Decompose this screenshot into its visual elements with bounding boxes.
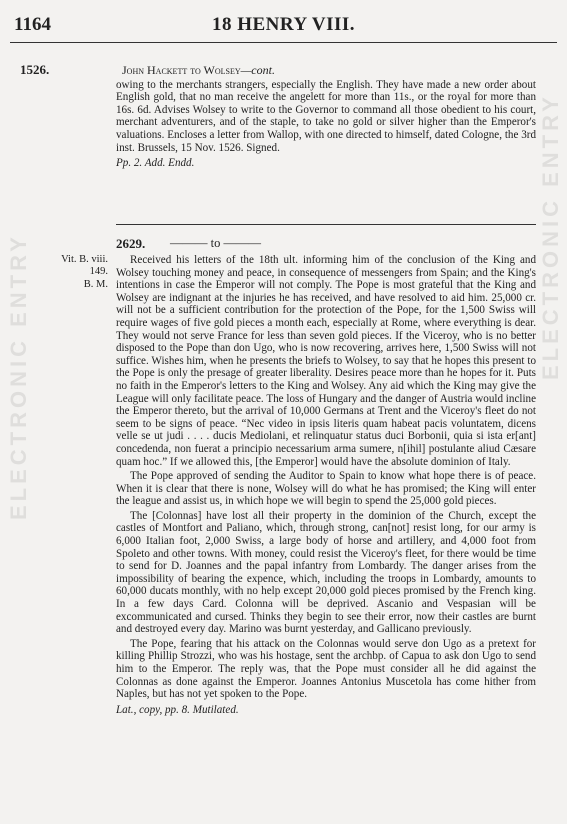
watermark: ELECTRONIC ENTRY bbox=[6, 233, 31, 520]
entry-hackett-body: owing to the merchants strangers, especially the English. They have made a new order about English gold, that no man receive the angelett for more than 11s., or the royal for more than 16s. 6d. Advises Wolsey to write to the Governor to command all those obedient to his court, merchant adventurers, and of the staple, to take no gold or silver higher than the Emperor's valuations. Encloses a letter from Wallop, with one directed to himself, dated Cologne, the 3rd inst. Brussels, 15 Nov. 1526. Signed. bbox=[116, 78, 536, 154]
paragraph: The Pope approved of sending the Auditor to Spain to know what hope there is of peace. When it is clear that there is none, Wolsey will do what he has promised; the King will enter the league and assist us, in which hope we will begin to spend the 25,000 gold pieces. bbox=[116, 470, 536, 508]
page-header bbox=[0, 14, 567, 38]
running-head: 18 HENRY VIII. bbox=[211, 14, 356, 35]
paragraph: The [Colonnas] have lost all their property in the dominion of the Church, except the castles of Montfort and Paliano, which, through strong, can[not] resist long, for our army is 6,000 Italian foot, 2,000 Swiss, a large body of horse and artillery, and 4,000 foot from Spoleto and other towns. With money, could resist the Viceroy's fleet, for there would be time to send for D. Joannes and the papal infantry from Lombardy. The danger arises from the impossibility of bearing the expence, which, including the troops in Lombardy, amounts to 60,000 ducats monthly, with no help except 20,000 gold pieces promised by the French king. In a few days Card. Colonna will be deprived. Ascanio and Vespasian will be excommunicated and cursed. Thinks they begin to see their error, now their castles are burnt and destroyed every day. Marino was burnt yesterday, and Gallicano previously. bbox=[116, 509, 536, 636]
paragraph: The Pope, fearing that his attack on the Colonnas would serve don Ugo as a pretext for killing Phillip Strozzi, who was his hostage, sent the archbp. of Capua to ask don Ugo to send him to the Emperor. The reply was, that the Pope must consider all he did against the Colonnas as done against the Emperor. Joannes Antonius Muscetola has come hither from Naples, but has not yet spoken to the Pope. bbox=[116, 637, 536, 701]
margin-ref-line: 149. bbox=[89, 266, 108, 278]
margin-ref-line: B. M. bbox=[83, 278, 108, 290]
entry-hackett-footnote: Pp. 2. Add. Endd. bbox=[116, 157, 195, 170]
entry-hackett bbox=[116, 64, 536, 170]
entry-letter-footnote: Lat., copy, pp. 8. Mutilated. bbox=[116, 703, 239, 716]
section-rule bbox=[116, 224, 536, 225]
margin-ref-line: Vit. B. viii. bbox=[61, 254, 108, 265]
paragraph: Received his letters of the 18th ult. informing him of the conclusion of the King and Wolsey touching money and peace, in consequence of messengers from Spain; and the King's intentions in case the Emperor will not comply. The Pope is most grateful that the King and Wolsey are indignant at the injuries he has received, and have resolved to aid him. 25,000 cr. will not be a sufficient contribution for the protection of the Pope, for the 1,500 Swiss will require wages of five gold pieces a month each, especially at Rome, where everything is dear. They would not serve France for less than seven gold pieces. If the Viceroy, who is no better disposed to the Pope than don Ugo, who is now recovering, arrives here, 1,500 Swiss will not suffice. Wishes him, when he presents the briefs to Wolsey, to say that he hopes this present to the Pope is only the presage of greater liberality. Desires peace more than he hopes for it. Puts no faith in the Emperor's letters to the King and Wolsey. Any aid which the King may give the League will only facilitate peace. The loss of Hungary and the danger of Austria would incline the Emperor thereto, but the arrival of 10,000 Germans at Trent and the Viceroy's fleet do not seem to be signs of peace. “Nec video in ipsis literis quam habeat pacis voluntatem, dicens velle se ut judi . . . . ducis Mediolani, et relinquatur status duci Borbonii, quia si ista er[ant] concedenda, non fuerat a principio necessarium arma sumere, n[ihil] postulante aliud Cæsare quam hoc.” If we allowed this, [the Emperor] would have the absolute dominion of Italy. bbox=[116, 254, 536, 468]
year-label: 1526. bbox=[20, 62, 50, 77]
entry-letter-body bbox=[116, 254, 536, 716]
entry-hackett-title: John Hackett to Wolsey bbox=[122, 63, 241, 77]
watermark: ELECTRONIC ENTRY bbox=[538, 93, 563, 380]
header-rule bbox=[10, 42, 557, 43]
entry-hackett-cont: —cont. bbox=[240, 63, 275, 77]
entry-heading: ——— to ——— bbox=[170, 236, 261, 250]
entry-hackett-heading bbox=[116, 64, 536, 77]
page-number: 1164 bbox=[14, 14, 51, 35]
margin-reference bbox=[48, 254, 108, 291]
entry-number: 2629. bbox=[116, 236, 146, 251]
